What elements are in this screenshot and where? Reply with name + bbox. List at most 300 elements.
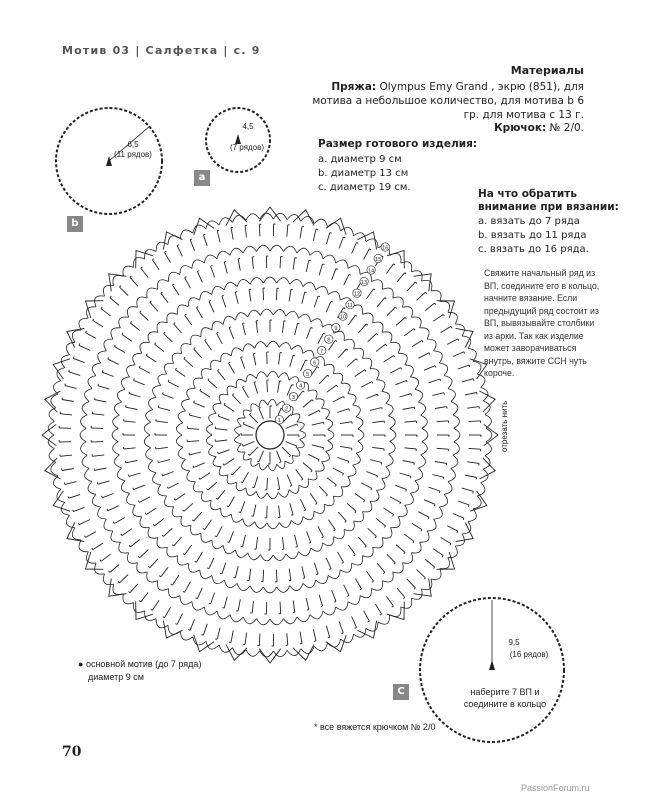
watermark: PassionForum.ru <box>521 783 590 793</box>
row-marker-label: 10 <box>339 314 346 321</box>
stitch <box>404 329 414 336</box>
chain-arch <box>123 594 134 604</box>
chain-arch <box>187 471 196 482</box>
chain-arch <box>235 426 242 435</box>
chain-arch <box>439 494 447 507</box>
chain-arch <box>114 455 121 468</box>
stitch <box>158 460 170 463</box>
chain-arch <box>473 496 481 509</box>
motif-c-instruction: наберите 7 ВП и соедините в кольцо <box>463 687 547 709</box>
chain-arch <box>323 537 334 546</box>
stitch <box>368 528 377 536</box>
chain-arch <box>177 305 188 314</box>
stitch <box>60 455 72 456</box>
size-list <box>318 153 411 195</box>
stitch-top <box>380 614 382 615</box>
chain-arch <box>246 650 260 657</box>
legend-line-2: диаметр 9 см <box>88 672 144 682</box>
chain-arch <box>362 501 371 512</box>
stitch <box>300 632 302 644</box>
stitch-top <box>168 380 169 382</box>
chain-arch <box>219 394 228 403</box>
chain-arch <box>267 492 278 498</box>
stitch <box>253 354 255 366</box>
chain-arch <box>314 643 327 651</box>
stitch <box>177 246 182 257</box>
chain-arch <box>181 344 191 354</box>
stitch-top <box>348 461 349 463</box>
chain-arch <box>191 335 201 345</box>
stitch <box>276 288 277 300</box>
stitch-top <box>229 327 231 328</box>
stitch-top <box>304 510 306 511</box>
stitch <box>429 487 440 491</box>
chain-arch <box>415 468 423 481</box>
chain-arch <box>277 586 290 593</box>
stitch <box>203 235 207 246</box>
chain-arch <box>224 580 237 588</box>
chain-arch <box>277 278 290 285</box>
stitch <box>165 607 171 617</box>
chain-arch <box>144 435 150 448</box>
chain-arch <box>201 328 212 337</box>
stitch <box>467 407 479 409</box>
stitch-top <box>311 470 312 472</box>
stitch <box>130 277 138 286</box>
chain-arch <box>268 399 277 406</box>
stitch-top <box>257 461 259 462</box>
chain-arch <box>127 493 136 505</box>
stitch <box>326 233 329 245</box>
chain-arch <box>448 389 455 402</box>
stitch-top <box>218 369 220 370</box>
stitch-top <box>120 286 121 288</box>
chain-arch <box>204 607 217 615</box>
stitch <box>417 570 426 578</box>
stitch <box>287 475 292 486</box>
chain-arch <box>434 507 443 519</box>
stitch-top <box>110 296 111 298</box>
stitch-top <box>413 541 414 543</box>
stitch <box>79 520 90 525</box>
stitch <box>386 596 393 606</box>
stitch <box>168 483 179 489</box>
stitch-top <box>152 259 154 260</box>
stitch <box>397 588 405 597</box>
chain-arch <box>303 350 314 359</box>
stitch <box>122 529 132 536</box>
chain-arch <box>238 444 246 452</box>
stitch <box>224 262 227 274</box>
chain-arch <box>113 442 120 455</box>
stitch <box>114 347 124 353</box>
edge-petal <box>163 621 182 639</box>
stitch-top <box>386 344 387 346</box>
stitch <box>150 559 158 568</box>
motif-c-outline <box>412 590 572 750</box>
stitch <box>189 415 201 418</box>
stitch <box>308 410 319 415</box>
stitch <box>164 528 173 536</box>
chain-arch <box>119 317 129 328</box>
chain-arch <box>145 611 156 621</box>
stitch <box>205 340 212 350</box>
stitch <box>163 472 174 476</box>
stitch <box>280 602 281 614</box>
stitch <box>73 507 84 511</box>
chain-arch <box>103 285 113 296</box>
stitch-top <box>291 415 292 416</box>
chain-arch <box>113 415 120 428</box>
stitch-top <box>93 319 94 321</box>
stitch-top <box>365 370 366 372</box>
stitch-top <box>92 548 93 550</box>
chain-arch <box>299 548 311 556</box>
stitch-top <box>296 446 297 448</box>
chain-arch <box>212 540 223 549</box>
stitch-top <box>185 277 187 278</box>
chain-arch <box>148 460 156 472</box>
chain-arch <box>279 520 291 527</box>
stitch-top <box>172 284 174 285</box>
legend <box>78 658 201 684</box>
stitch <box>86 532 97 538</box>
stitch <box>243 442 254 447</box>
stitch <box>185 278 191 289</box>
stitch-top <box>113 522 114 524</box>
row-marker-label: 4 <box>299 383 303 390</box>
stitch-top <box>336 385 337 387</box>
motif-b-tag: b <box>67 216 83 232</box>
stitch-top <box>248 454 249 455</box>
stitch-top <box>107 509 108 511</box>
stitch-top <box>163 392 164 394</box>
chain-arch <box>168 236 180 245</box>
chain-arch <box>51 462 58 476</box>
chain-arch <box>172 353 182 363</box>
stitch <box>435 407 447 409</box>
stitch-top <box>394 563 395 564</box>
stitch <box>130 323 139 331</box>
chain-arch <box>180 266 192 275</box>
chain-arch <box>147 288 158 298</box>
stitch-top <box>241 546 243 547</box>
stitch <box>355 494 365 501</box>
chain-arch <box>263 277 276 283</box>
stitch <box>217 628 220 640</box>
stitch <box>329 520 336 530</box>
stitch <box>194 512 202 521</box>
stitch <box>203 624 207 635</box>
chain-arch <box>223 316 235 324</box>
stitch-top <box>231 474 233 475</box>
chain-arch <box>341 227 354 235</box>
stitch <box>348 545 355 555</box>
stitch <box>175 370 185 377</box>
edge-petal <box>136 602 153 620</box>
stitch-top <box>165 251 167 252</box>
chain-arch <box>256 372 267 379</box>
stitch-top <box>356 359 357 361</box>
stitch-top <box>162 535 163 536</box>
chain-arch <box>326 419 333 430</box>
stitch-top <box>130 321 131 323</box>
stitch-top <box>185 314 187 315</box>
stitch <box>165 252 171 262</box>
stitch <box>425 303 434 311</box>
stitch-top <box>197 307 199 308</box>
chain-arch <box>250 278 263 285</box>
motif-b-size: 6,5 <box>127 140 139 149</box>
stitch <box>287 225 288 237</box>
stitch-top <box>199 478 200 480</box>
chain-arch <box>336 260 348 269</box>
chain-arch <box>172 507 182 517</box>
stitch-top <box>196 598 198 599</box>
stitch-top <box>344 396 345 398</box>
edge-petal <box>86 301 104 318</box>
stitch-top <box>174 499 175 501</box>
stitch-top <box>312 400 313 402</box>
chain-arch <box>363 547 374 557</box>
stitch <box>412 523 422 529</box>
chain-arch <box>134 603 145 613</box>
chain-arch <box>235 435 242 444</box>
stitch <box>252 601 253 613</box>
chain-arch <box>81 442 88 455</box>
chain-arch <box>314 504 324 513</box>
chain-arch <box>303 511 314 520</box>
stitch-top <box>457 531 458 533</box>
stitch-top <box>174 323 176 324</box>
chain-arch <box>147 572 158 582</box>
stitch-top <box>415 282 416 283</box>
stitch <box>229 328 233 339</box>
stitch-top <box>207 489 208 491</box>
chain-arch <box>257 619 270 625</box>
row-marker-label: 11 <box>347 303 353 309</box>
chain-arch <box>341 383 350 394</box>
chain-arch <box>236 482 246 490</box>
chain-arch <box>157 322 167 332</box>
stitch-top <box>424 578 425 579</box>
stitch <box>243 424 254 429</box>
stitch <box>447 526 458 532</box>
stitch <box>375 604 381 614</box>
motif-a-outline <box>202 104 274 176</box>
stitch-top <box>324 422 325 424</box>
stitch-top <box>215 639 217 640</box>
stitch <box>312 422 324 425</box>
stitch-top <box>384 526 385 528</box>
chain-arch <box>134 258 145 268</box>
chain-arch <box>248 310 261 317</box>
edge-petal <box>163 232 182 250</box>
chain-arch <box>341 476 350 487</box>
stitch-top <box>316 574 318 575</box>
chain-arch <box>267 371 278 377</box>
stitch-top <box>97 482 98 484</box>
chain-arch <box>333 487 342 497</box>
motif-a-tag: a <box>194 170 210 186</box>
stitch <box>194 463 205 468</box>
size-item-c: c. диаметр 19 см. <box>318 182 411 193</box>
stitch-top <box>345 521 347 522</box>
stitch <box>62 400 74 402</box>
stitch-top <box>220 573 222 574</box>
chain-arch <box>415 389 423 402</box>
stitch-top <box>141 267 143 268</box>
chain-arch <box>237 279 250 286</box>
stitch <box>130 584 138 593</box>
chain-arch <box>53 381 60 394</box>
stitch <box>396 545 405 553</box>
chain-arch <box>287 649 301 656</box>
chain-arch <box>328 430 334 441</box>
stitch <box>232 466 240 475</box>
chain-arch <box>411 542 421 553</box>
stitch-top <box>194 401 195 403</box>
stitch <box>384 508 394 515</box>
chain-arch <box>119 542 129 553</box>
chain-arch <box>382 391 390 403</box>
chain-arch <box>454 428 460 441</box>
stitch <box>368 334 377 342</box>
chain-arch <box>328 570 340 579</box>
stitch-top <box>355 628 357 629</box>
chain-arch <box>181 516 191 526</box>
stitch <box>465 393 477 395</box>
stitch <box>120 287 129 295</box>
chain-arch <box>410 481 418 494</box>
chain-arch <box>88 376 96 389</box>
chain-arch <box>246 214 260 221</box>
stitch <box>286 442 297 447</box>
chain-arch <box>356 417 363 429</box>
hook-info <box>494 122 584 134</box>
chain-arch <box>377 380 385 392</box>
stitch <box>417 292 426 300</box>
stitch <box>352 617 357 628</box>
chain-arch <box>121 377 129 390</box>
stitch-top <box>223 464 224 466</box>
stitch-top <box>122 333 123 335</box>
yarn-info <box>304 80 584 122</box>
chain-arch <box>358 429 364 441</box>
stitch <box>469 421 481 422</box>
chain-arch <box>235 313 247 320</box>
stitch-top <box>209 603 211 604</box>
chain-arch <box>308 471 317 480</box>
stitch-top <box>205 339 207 340</box>
stitch-top <box>335 340 337 341</box>
chain-arch <box>85 389 92 402</box>
chain-arch <box>98 507 107 519</box>
edge-petal <box>136 251 153 269</box>
stitch <box>278 381 280 393</box>
stitch <box>319 264 323 276</box>
chain-arch <box>113 275 123 285</box>
stitch-top <box>145 513 146 515</box>
stitch <box>98 386 110 389</box>
stitch-top <box>330 233 332 234</box>
chain-arch <box>72 528 81 540</box>
stitch-top <box>279 462 281 463</box>
chain-arch <box>259 400 268 407</box>
stitch-top <box>403 597 405 598</box>
stitch-top <box>243 422 244 424</box>
stitch-top <box>64 483 65 485</box>
chain-arch <box>217 611 230 619</box>
stitch <box>92 455 104 456</box>
stitch <box>318 333 324 344</box>
stitch <box>174 537 182 546</box>
stitch <box>92 414 104 415</box>
stitch-top <box>407 380 408 382</box>
chain-arch <box>273 554 286 561</box>
chain-arch <box>373 322 383 332</box>
chain-arch <box>238 418 246 426</box>
stitch-top <box>383 572 385 573</box>
hook-value: № 2/0. <box>549 122 584 134</box>
stitch-top <box>224 403 225 405</box>
stitch <box>469 448 481 449</box>
stitch <box>224 405 234 412</box>
stitch <box>164 334 173 342</box>
stitch-top <box>343 237 345 238</box>
stitch <box>310 493 317 503</box>
stitch-top <box>86 331 87 333</box>
chain-arch <box>217 251 230 259</box>
chain-arch <box>157 538 167 548</box>
stitch-top <box>336 269 338 270</box>
stitch <box>433 315 443 322</box>
stitch <box>259 224 260 236</box>
stitch-top <box>307 610 309 611</box>
chain-arch <box>268 464 277 471</box>
stitch-top <box>109 571 110 573</box>
chain-arch <box>273 309 286 316</box>
chain-arch <box>297 440 304 449</box>
chain-arch <box>80 428 86 441</box>
chain-arch <box>270 245 283 251</box>
chain-arch <box>193 482 202 492</box>
stitch-top <box>232 394 233 395</box>
stitch-top <box>368 621 370 622</box>
stitch-top <box>319 410 320 412</box>
stitch-top <box>118 582 119 583</box>
stitch <box>403 461 415 463</box>
stitch <box>370 408 382 411</box>
stitch-top <box>434 504 435 506</box>
stitch-top <box>314 641 316 642</box>
stitch-top <box>227 506 229 507</box>
stitch-top <box>138 556 139 557</box>
stitch-top <box>183 591 185 592</box>
stitch <box>211 593 215 604</box>
stitch-top <box>400 502 401 504</box>
stitch <box>327 385 337 392</box>
stitch-top <box>193 466 194 468</box>
stitch <box>295 323 298 335</box>
stitch <box>366 472 377 476</box>
stitch <box>332 590 336 601</box>
chain-arch <box>104 519 113 531</box>
chain-arch <box>211 500 221 509</box>
stitch <box>140 312 149 320</box>
stitch-top <box>458 339 459 341</box>
chain-arch <box>389 441 396 454</box>
